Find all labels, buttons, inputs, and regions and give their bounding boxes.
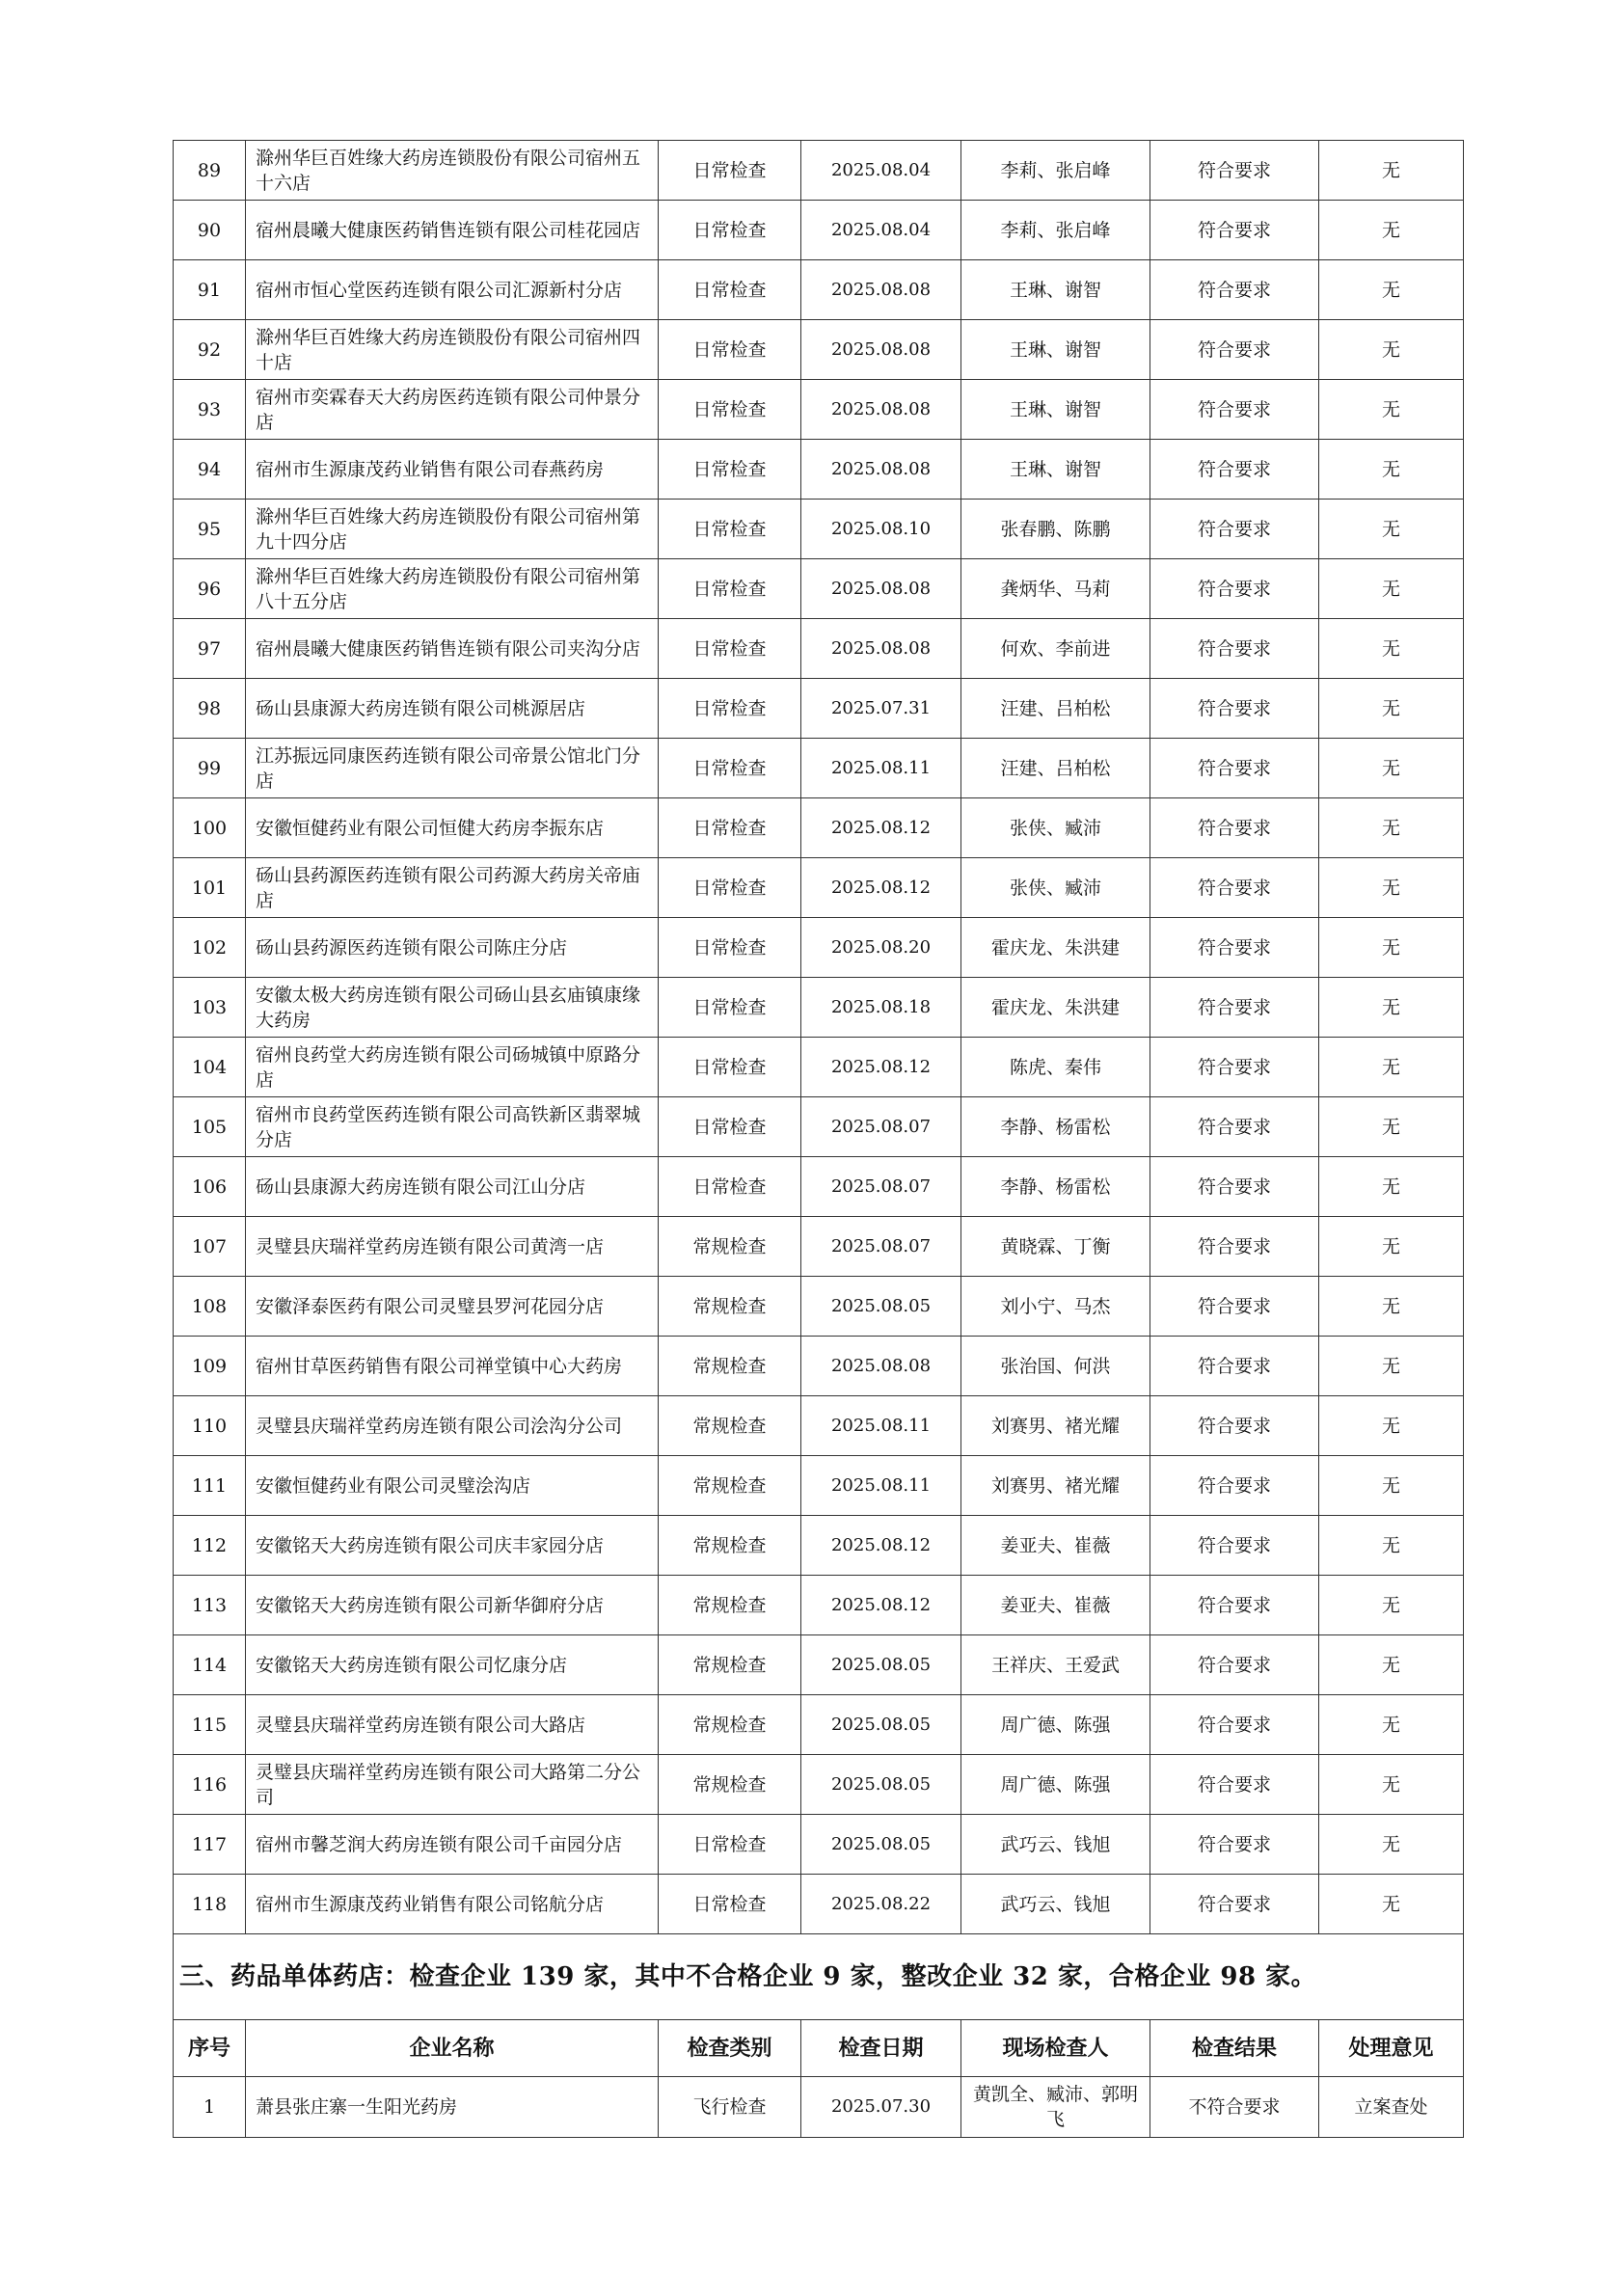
handling-opinion: 无 (1319, 1875, 1464, 1934)
row-number: 94 (174, 440, 246, 500)
row-number: 101 (174, 858, 246, 918)
handling-opinion: 无 (1319, 858, 1464, 918)
company-name: 砀山县药源医药连锁有限公司陈庄分店 (246, 918, 659, 978)
handling-opinion: 无 (1319, 1217, 1464, 1277)
row-number: 112 (174, 1516, 246, 1576)
company-name: 宿州晨曦大健康医药销售连锁有限公司夹沟分店 (246, 619, 659, 679)
table-row (174, 619, 1464, 679)
company-name: 滁州华巨百姓缘大药房连锁股份有限公司宿州四十店 (246, 320, 659, 380)
inspectors: 武巧云、钱旭 (961, 1815, 1150, 1875)
row-number: 1 (174, 2077, 246, 2138)
handling-opinion: 无 (1319, 141, 1464, 201)
inspection-date: 2025.08.07 (801, 1157, 961, 1217)
row-number: 99 (174, 739, 246, 798)
inspection-type: 日常检查 (659, 141, 801, 201)
company-name: 滁州华巨百姓缘大药房连锁股份有限公司宿州第八十五分店 (246, 559, 659, 619)
inspection-date: 2025.08.12 (801, 1038, 961, 1097)
handling-opinion: 无 (1319, 1576, 1464, 1635)
inspectors: 汪建、吕柏松 (961, 739, 1150, 798)
inspection-type: 常规检查 (659, 1456, 801, 1516)
inspection-type: 常规检查 (659, 1635, 801, 1695)
inspectors: 汪建、吕柏松 (961, 679, 1150, 739)
inspectors: 姜亚夫、崔薇 (961, 1576, 1150, 1635)
table-row (174, 1516, 1464, 1576)
inspectors: 黄晓霖、丁衡 (961, 1217, 1150, 1277)
inspection-result: 符合要求 (1150, 440, 1319, 500)
inspection-type: 常规检查 (659, 1755, 801, 1815)
inspectors: 王琳、谢智 (961, 320, 1150, 380)
inspection-date: 2025.08.08 (801, 320, 961, 380)
handling-opinion: 无 (1319, 1635, 1464, 1695)
handling-opinion: 无 (1319, 679, 1464, 739)
row-number: 109 (174, 1337, 246, 1396)
row-number: 103 (174, 978, 246, 1038)
handling-opinion: 无 (1319, 798, 1464, 858)
handling-opinion: 无 (1319, 1516, 1464, 1576)
inspection-type: 日常检查 (659, 320, 801, 380)
inspection-result: 符合要求 (1150, 1875, 1319, 1934)
inspection-type: 飞行检查 (659, 2077, 801, 2138)
row-number: 89 (174, 141, 246, 201)
inspection-date: 2025.08.08 (801, 1337, 961, 1396)
company-name: 宿州市良药堂医药连锁有限公司高铁新区翡翠城分店 (246, 1097, 659, 1157)
inspectors: 霍庆龙、朱洪建 (961, 918, 1150, 978)
row-number: 104 (174, 1038, 246, 1097)
inspectors: 李莉、张启峰 (961, 201, 1150, 260)
company-name: 安徽恒健药业有限公司恒健大药房李振东店 (246, 798, 659, 858)
company-name: 安徽铭天大药房连锁有限公司庆丰家园分店 (246, 1516, 659, 1576)
handling-opinion: 无 (1319, 201, 1464, 260)
handling-opinion: 立案查处 (1319, 2077, 1464, 2138)
handling-opinion: 无 (1319, 440, 1464, 500)
table-row (174, 1217, 1464, 1277)
inspection-date: 2025.08.04 (801, 141, 961, 201)
row-number: 102 (174, 918, 246, 978)
inspection-date: 2025.08.20 (801, 918, 961, 978)
section-3-heading: 三、药品单体药店：检查企业 139 家，其中不合格企业 9 家，整改企业 32 家，合格企业 98 家。 (174, 1934, 1464, 2020)
chain-store-rows (174, 141, 1464, 1934)
inspectors: 周广德、陈强 (961, 1755, 1150, 1815)
inspection-result: 符合要求 (1150, 978, 1319, 1038)
inspection-type: 日常检查 (659, 559, 801, 619)
company-name: 宿州市生源康茂药业销售有限公司春燕药房 (246, 440, 659, 500)
table-row (174, 1635, 1464, 1695)
row-number: 107 (174, 1217, 246, 1277)
inspection-type: 日常检查 (659, 1157, 801, 1217)
handling-opinion: 无 (1319, 978, 1464, 1038)
table-row (174, 500, 1464, 559)
inspectors: 武巧云、钱旭 (961, 1875, 1150, 1934)
company-name: 宿州市恒心堂医药连锁有限公司汇源新村分店 (246, 260, 659, 320)
inspection-result: 符合要求 (1150, 1755, 1319, 1815)
company-name: 安徽恒健药业有限公司灵璧浍沟店 (246, 1456, 659, 1516)
row-number: 108 (174, 1277, 246, 1337)
table-row (174, 978, 1464, 1038)
handling-opinion: 无 (1319, 1337, 1464, 1396)
inspection-date: 2025.08.08 (801, 619, 961, 679)
table-row (174, 1875, 1464, 1934)
row-number: 91 (174, 260, 246, 320)
company-name: 砀山县康源大药房连锁有限公司江山分店 (246, 1157, 659, 1217)
row-number: 114 (174, 1635, 246, 1695)
handling-opinion: 无 (1319, 559, 1464, 619)
handling-opinion: 无 (1319, 1815, 1464, 1875)
inspection-date: 2025.08.22 (801, 1875, 961, 1934)
inspection-type: 日常检查 (659, 858, 801, 918)
inspection-result: 符合要求 (1150, 380, 1319, 440)
header-result: 检查结果 (1150, 2020, 1319, 2077)
inspection-type: 日常检查 (659, 201, 801, 260)
company-name: 宿州市馨芝润大药房连锁有限公司千亩园分店 (246, 1815, 659, 1875)
inspectors: 李莉、张启峰 (961, 141, 1150, 201)
table-row (174, 858, 1464, 918)
handling-opinion: 无 (1319, 320, 1464, 380)
table-row (174, 380, 1464, 440)
inspectors: 王祥庆、王爱武 (961, 1635, 1150, 1695)
table-row (174, 1456, 1464, 1516)
inspection-type: 日常检查 (659, 978, 801, 1038)
inspection-type: 常规检查 (659, 1217, 801, 1277)
row-number: 96 (174, 559, 246, 619)
row-number: 106 (174, 1157, 246, 1217)
table-row (174, 440, 1464, 500)
handling-opinion: 无 (1319, 1157, 1464, 1217)
inspectors: 霍庆龙、朱洪建 (961, 978, 1150, 1038)
inspection-result: 符合要求 (1150, 1576, 1319, 1635)
inspectors: 周广德、陈强 (961, 1695, 1150, 1755)
table-row (174, 1576, 1464, 1635)
single-store-rows (174, 2077, 1464, 2138)
company-name: 宿州晨曦大健康医药销售连锁有限公司桂花园店 (246, 201, 659, 260)
inspection-result: 符合要求 (1150, 260, 1319, 320)
table-row (174, 679, 1464, 739)
inspection-date: 2025.08.07 (801, 1097, 961, 1157)
inspection-date: 2025.08.08 (801, 559, 961, 619)
company-name: 安徽太极大药房连锁有限公司砀山县玄庙镇康缘大药房 (246, 978, 659, 1038)
inspectors: 刘赛男、褚光耀 (961, 1456, 1150, 1516)
inspection-type: 常规检查 (659, 1396, 801, 1456)
inspectors: 李静、杨雷松 (961, 1097, 1150, 1157)
inspection-result: 符合要求 (1150, 1635, 1319, 1695)
table-row (174, 201, 1464, 260)
row-number: 90 (174, 201, 246, 260)
handling-opinion: 无 (1319, 500, 1464, 559)
inspection-result: 符合要求 (1150, 1396, 1319, 1456)
inspection-date: 2025.08.05 (801, 1635, 961, 1695)
inspection-type: 常规检查 (659, 1576, 801, 1635)
company-name: 滁州华巨百姓缘大药房连锁股份有限公司宿州第九十四分店 (246, 500, 659, 559)
table-row (174, 739, 1464, 798)
inspection-date: 2025.07.31 (801, 679, 961, 739)
handling-opinion: 无 (1319, 1038, 1464, 1097)
inspectors: 刘赛男、褚光耀 (961, 1396, 1150, 1456)
company-name: 灵璧县庆瑞祥堂药房连锁有限公司黄湾一店 (246, 1217, 659, 1277)
row-number: 105 (174, 1097, 246, 1157)
inspection-result: 符合要求 (1150, 1337, 1319, 1396)
inspection-type: 日常检查 (659, 918, 801, 978)
row-number: 110 (174, 1396, 246, 1456)
table-row (174, 1337, 1464, 1396)
company-name: 灵璧县庆瑞祥堂药房连锁有限公司大路店 (246, 1695, 659, 1755)
inspection-date: 2025.08.05 (801, 1695, 961, 1755)
inspection-date: 2025.07.30 (801, 2077, 961, 2138)
inspection-type: 常规检查 (659, 1695, 801, 1755)
handling-opinion: 无 (1319, 1695, 1464, 1755)
handling-opinion: 无 (1319, 1755, 1464, 1815)
table-row (174, 798, 1464, 858)
inspection-date: 2025.08.04 (801, 201, 961, 260)
inspection-result: 符合要求 (1150, 1695, 1319, 1755)
table-row (174, 1097, 1464, 1157)
inspection-result: 符合要求 (1150, 201, 1319, 260)
handling-opinion: 无 (1319, 380, 1464, 440)
inspection-result: 符合要求 (1150, 500, 1319, 559)
table-row (174, 1038, 1464, 1097)
section-3-heading-row (174, 1934, 1464, 2020)
inspection-type: 日常检查 (659, 1038, 801, 1097)
company-name: 萧县张庄寨一生阳光药房 (246, 2077, 659, 2138)
inspection-type: 日常检查 (659, 1815, 801, 1875)
inspection-result: 符合要求 (1150, 1815, 1319, 1875)
company-name: 灵璧县庆瑞祥堂药房连锁有限公司浍沟分公司 (246, 1396, 659, 1456)
row-number: 100 (174, 798, 246, 858)
inspection-date: 2025.08.10 (801, 500, 961, 559)
inspection-date: 2025.08.05 (801, 1755, 961, 1815)
inspection-result: 符合要求 (1150, 1217, 1319, 1277)
company-name: 砀山县药源医药连锁有限公司药源大药房关帝庙店 (246, 858, 659, 918)
inspectors: 张侠、臧沛 (961, 798, 1150, 858)
handling-opinion: 无 (1319, 739, 1464, 798)
header-action: 处理意见 (1319, 2020, 1464, 2077)
inspection-result: 符合要求 (1150, 858, 1319, 918)
header-inspection-type: 检查类别 (659, 2020, 801, 2077)
inspection-result: 符合要求 (1150, 1277, 1319, 1337)
inspectors: 王琳、谢智 (961, 260, 1150, 320)
inspectors: 何欢、李前进 (961, 619, 1150, 679)
row-number: 93 (174, 380, 246, 440)
inspection-result: 符合要求 (1150, 619, 1319, 679)
company-name: 江苏振远同康医药连锁有限公司帝景公馆北门分店 (246, 739, 659, 798)
company-name: 宿州良药堂大药房连锁有限公司砀城镇中原路分店 (246, 1038, 659, 1097)
handling-opinion: 无 (1319, 260, 1464, 320)
inspection-date: 2025.08.08 (801, 440, 961, 500)
table-row (174, 1277, 1464, 1337)
inspectors: 张侠、臧沛 (961, 858, 1150, 918)
company-name: 安徽泽泰医药有限公司灵璧县罗河花园分店 (246, 1277, 659, 1337)
header-inspectors: 现场检查人 (961, 2020, 1150, 2077)
row-number: 98 (174, 679, 246, 739)
row-number: 118 (174, 1875, 246, 1934)
inspection-result: 符合要求 (1150, 679, 1319, 739)
inspection-type: 日常检查 (659, 380, 801, 440)
inspection-type: 日常检查 (659, 260, 801, 320)
row-number: 111 (174, 1456, 246, 1516)
inspectors: 张治国、何洪 (961, 1337, 1150, 1396)
handling-opinion: 无 (1319, 1097, 1464, 1157)
row-number: 95 (174, 500, 246, 559)
handling-opinion: 无 (1319, 619, 1464, 679)
inspection-result: 符合要求 (1150, 1456, 1319, 1516)
inspection-result: 符合要求 (1150, 320, 1319, 380)
company-name: 安徽铭天大药房连锁有限公司忆康分店 (246, 1635, 659, 1695)
company-name: 滁州华巨百姓缘大药房连锁股份有限公司宿州五十六店 (246, 141, 659, 201)
handling-opinion: 无 (1319, 1456, 1464, 1516)
table-row (174, 1755, 1464, 1815)
inspection-type: 日常检查 (659, 679, 801, 739)
table-row (174, 260, 1464, 320)
inspection-result: 符合要求 (1150, 141, 1319, 201)
inspection-result: 符合要求 (1150, 739, 1319, 798)
table-row (174, 559, 1464, 619)
company-name: 灵璧县庆瑞祥堂药房连锁有限公司大路第二分公司 (246, 1755, 659, 1815)
table-row (174, 320, 1464, 380)
inspection-type: 日常检查 (659, 500, 801, 559)
inspectors: 黄凯全、臧沛、郭明飞 (961, 2077, 1150, 2138)
inspectors: 李静、杨雷松 (961, 1157, 1150, 1217)
row-number: 92 (174, 320, 246, 380)
inspection-date: 2025.08.12 (801, 1576, 961, 1635)
inspection-result: 符合要求 (1150, 1516, 1319, 1576)
company-name: 宿州市奕霖春天大药房医药连锁有限公司仲景分店 (246, 380, 659, 440)
inspection-result: 符合要求 (1150, 1097, 1319, 1157)
header-no: 序号 (174, 2020, 246, 2077)
table-row (174, 1396, 1464, 1456)
inspection-type: 常规检查 (659, 1277, 801, 1337)
inspection-result: 符合要求 (1150, 798, 1319, 858)
inspection-type: 常规检查 (659, 1337, 801, 1396)
inspectors: 龚炳华、马莉 (961, 559, 1150, 619)
company-name: 安徽铭天大药房连锁有限公司新华御府分店 (246, 1576, 659, 1635)
inspection-type: 日常检查 (659, 440, 801, 500)
table-row (174, 1157, 1464, 1217)
table-header-row (174, 2020, 1464, 2077)
row-number: 115 (174, 1695, 246, 1755)
inspectors: 王琳、谢智 (961, 380, 1150, 440)
inspection-result: 符合要求 (1150, 918, 1319, 978)
inspection-date: 2025.08.05 (801, 1815, 961, 1875)
inspection-date: 2025.08.18 (801, 978, 961, 1038)
inspection-date: 2025.08.12 (801, 1516, 961, 1576)
handling-opinion: 无 (1319, 1277, 1464, 1337)
table-row (174, 1695, 1464, 1755)
inspectors: 王琳、谢智 (961, 440, 1150, 500)
inspection-result: 符合要求 (1150, 559, 1319, 619)
row-number: 97 (174, 619, 246, 679)
inspection-date: 2025.08.12 (801, 858, 961, 918)
inspection-date: 2025.08.05 (801, 1277, 961, 1337)
table-row (174, 141, 1464, 201)
row-number: 113 (174, 1576, 246, 1635)
inspection-result: 符合要求 (1150, 1038, 1319, 1097)
table-row (174, 918, 1464, 978)
handling-opinion: 无 (1319, 1396, 1464, 1456)
inspection-result: 符合要求 (1150, 1157, 1319, 1217)
table-row (174, 1815, 1464, 1875)
inspection-date: 2025.08.11 (801, 1456, 961, 1516)
inspection-date: 2025.08.12 (801, 798, 961, 858)
company-name: 宿州市生源康茂药业销售有限公司铭航分店 (246, 1875, 659, 1934)
inspection-date: 2025.08.08 (801, 380, 961, 440)
inspectors: 张春鹏、陈鹏 (961, 500, 1150, 559)
inspection-type: 日常检查 (659, 1875, 801, 1934)
inspection-date: 2025.08.08 (801, 260, 961, 320)
inspection-type: 日常检查 (659, 798, 801, 858)
inspection-date: 2025.08.11 (801, 739, 961, 798)
inspection-type: 日常检查 (659, 1097, 801, 1157)
company-name: 宿州甘草医药销售有限公司禅堂镇中心大药房 (246, 1337, 659, 1396)
inspection-type: 日常检查 (659, 619, 801, 679)
company-name: 砀山县康源大药房连锁有限公司桃源居店 (246, 679, 659, 739)
inspection-date: 2025.08.07 (801, 1217, 961, 1277)
inspection-type: 常规检查 (659, 1516, 801, 1576)
header-company-name: 企业名称 (246, 2020, 659, 2077)
inspectors: 刘小宁、马杰 (961, 1277, 1150, 1337)
handling-opinion: 无 (1319, 918, 1464, 978)
row-number: 116 (174, 1755, 246, 1815)
table-row (174, 2077, 1464, 2138)
inspection-result: 不符合要求 (1150, 2077, 1319, 2138)
inspection-type: 日常检查 (659, 739, 801, 798)
inspection-date: 2025.08.11 (801, 1396, 961, 1456)
row-number: 117 (174, 1815, 246, 1875)
inspectors: 姜亚夫、崔薇 (961, 1516, 1150, 1576)
inspectors: 陈虎、秦伟 (961, 1038, 1150, 1097)
header-inspection-date: 检查日期 (801, 2020, 961, 2077)
inspection-table (173, 140, 1464, 2138)
